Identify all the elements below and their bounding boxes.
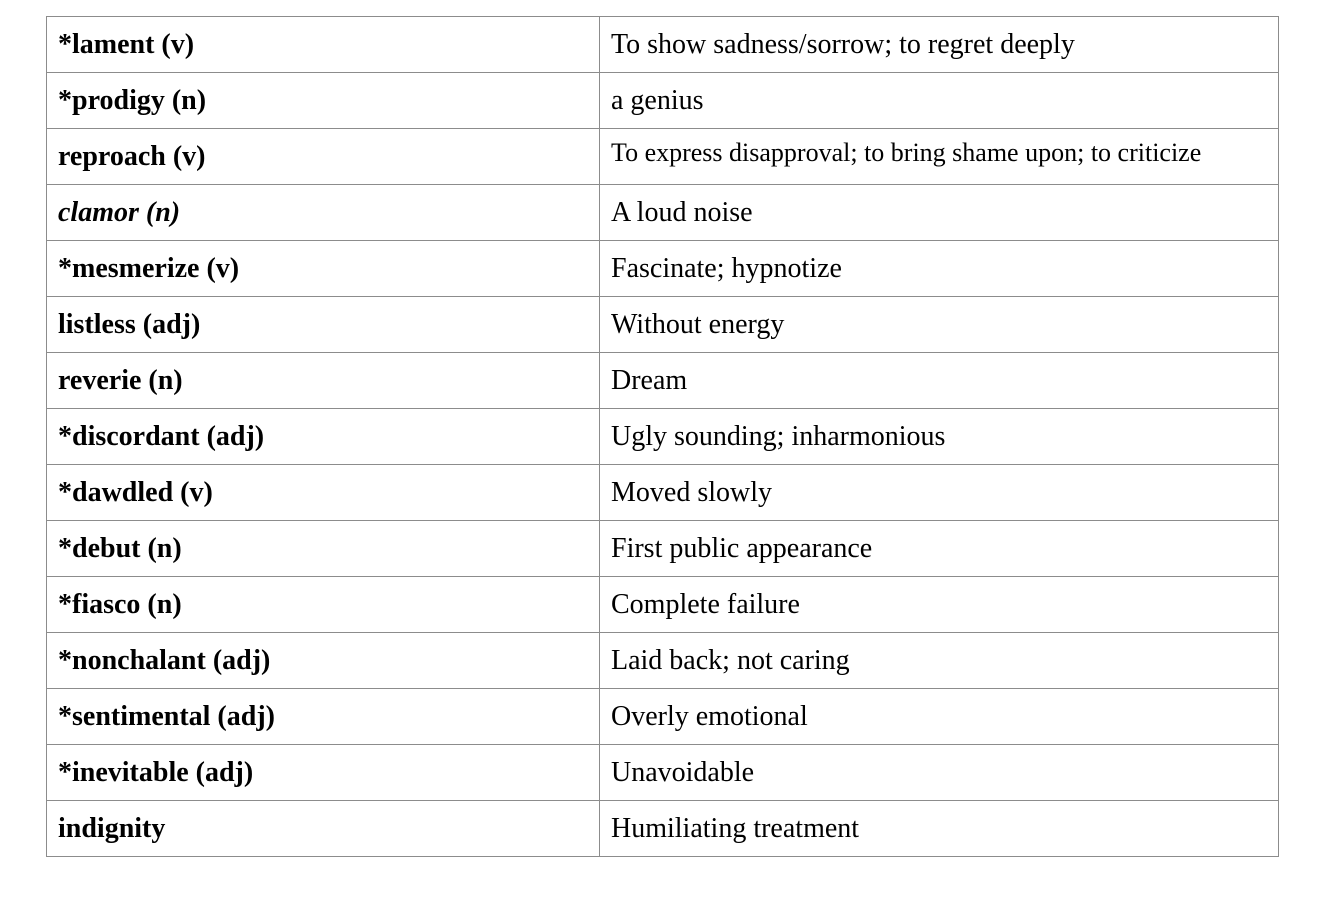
definition-cell: Ugly sounding; inharmonious — [600, 409, 1279, 465]
table-row — [47, 17, 1279, 73]
term-cell: *inevitable (adj) — [47, 745, 600, 801]
vocabulary-table — [46, 16, 1279, 857]
definition-cell: Without energy — [600, 297, 1279, 353]
definition-cell: A loud noise — [600, 185, 1279, 241]
table-row — [47, 633, 1279, 689]
definition-cell: Fascinate; hypnotize — [600, 241, 1279, 297]
term-cell: *lament (v) — [47, 17, 600, 73]
term-cell: *debut (n) — [47, 521, 600, 577]
definition-cell: Laid back; not caring — [600, 633, 1279, 689]
table-row — [47, 129, 1279, 185]
term-cell: reproach (v) — [47, 129, 600, 185]
definition-cell: Unavoidable — [600, 745, 1279, 801]
definition-cell: To express disapproval; to bring shame upon; to criticize — [600, 129, 1279, 185]
definition-cell: First public appearance — [600, 521, 1279, 577]
term-cell: *discordant (adj) — [47, 409, 600, 465]
table-row — [47, 801, 1279, 857]
table-row — [47, 73, 1279, 129]
term-cell: indignity — [47, 801, 600, 857]
definition-cell: Dream — [600, 353, 1279, 409]
definition-cell: Humiliating treatment — [600, 801, 1279, 857]
table-row — [47, 689, 1279, 745]
term-cell: *mesmerize (v) — [47, 241, 600, 297]
term-cell: clamor (n) — [47, 185, 600, 241]
term-cell: *dawdled (v) — [47, 465, 600, 521]
term-cell: reverie (n) — [47, 353, 600, 409]
table-row — [47, 745, 1279, 801]
table-row — [47, 465, 1279, 521]
table-row — [47, 353, 1279, 409]
table-row — [47, 577, 1279, 633]
table-row — [47, 521, 1279, 577]
table-row — [47, 241, 1279, 297]
definition-cell: To show sadness/sorrow; to regret deeply — [600, 17, 1279, 73]
definition-cell: Moved slowly — [600, 465, 1279, 521]
definition-cell: Complete failure — [600, 577, 1279, 633]
definition-cell: Overly emotional — [600, 689, 1279, 745]
table-row — [47, 409, 1279, 465]
term-cell: *sentimental (adj) — [47, 689, 600, 745]
term-cell: listless (adj) — [47, 297, 600, 353]
definition-cell: a genius — [600, 73, 1279, 129]
term-cell: *nonchalant (adj) — [47, 633, 600, 689]
term-cell: *fiasco (n) — [47, 577, 600, 633]
term-cell: *prodigy (n) — [47, 73, 600, 129]
table-row — [47, 185, 1279, 241]
table-row — [47, 297, 1279, 353]
